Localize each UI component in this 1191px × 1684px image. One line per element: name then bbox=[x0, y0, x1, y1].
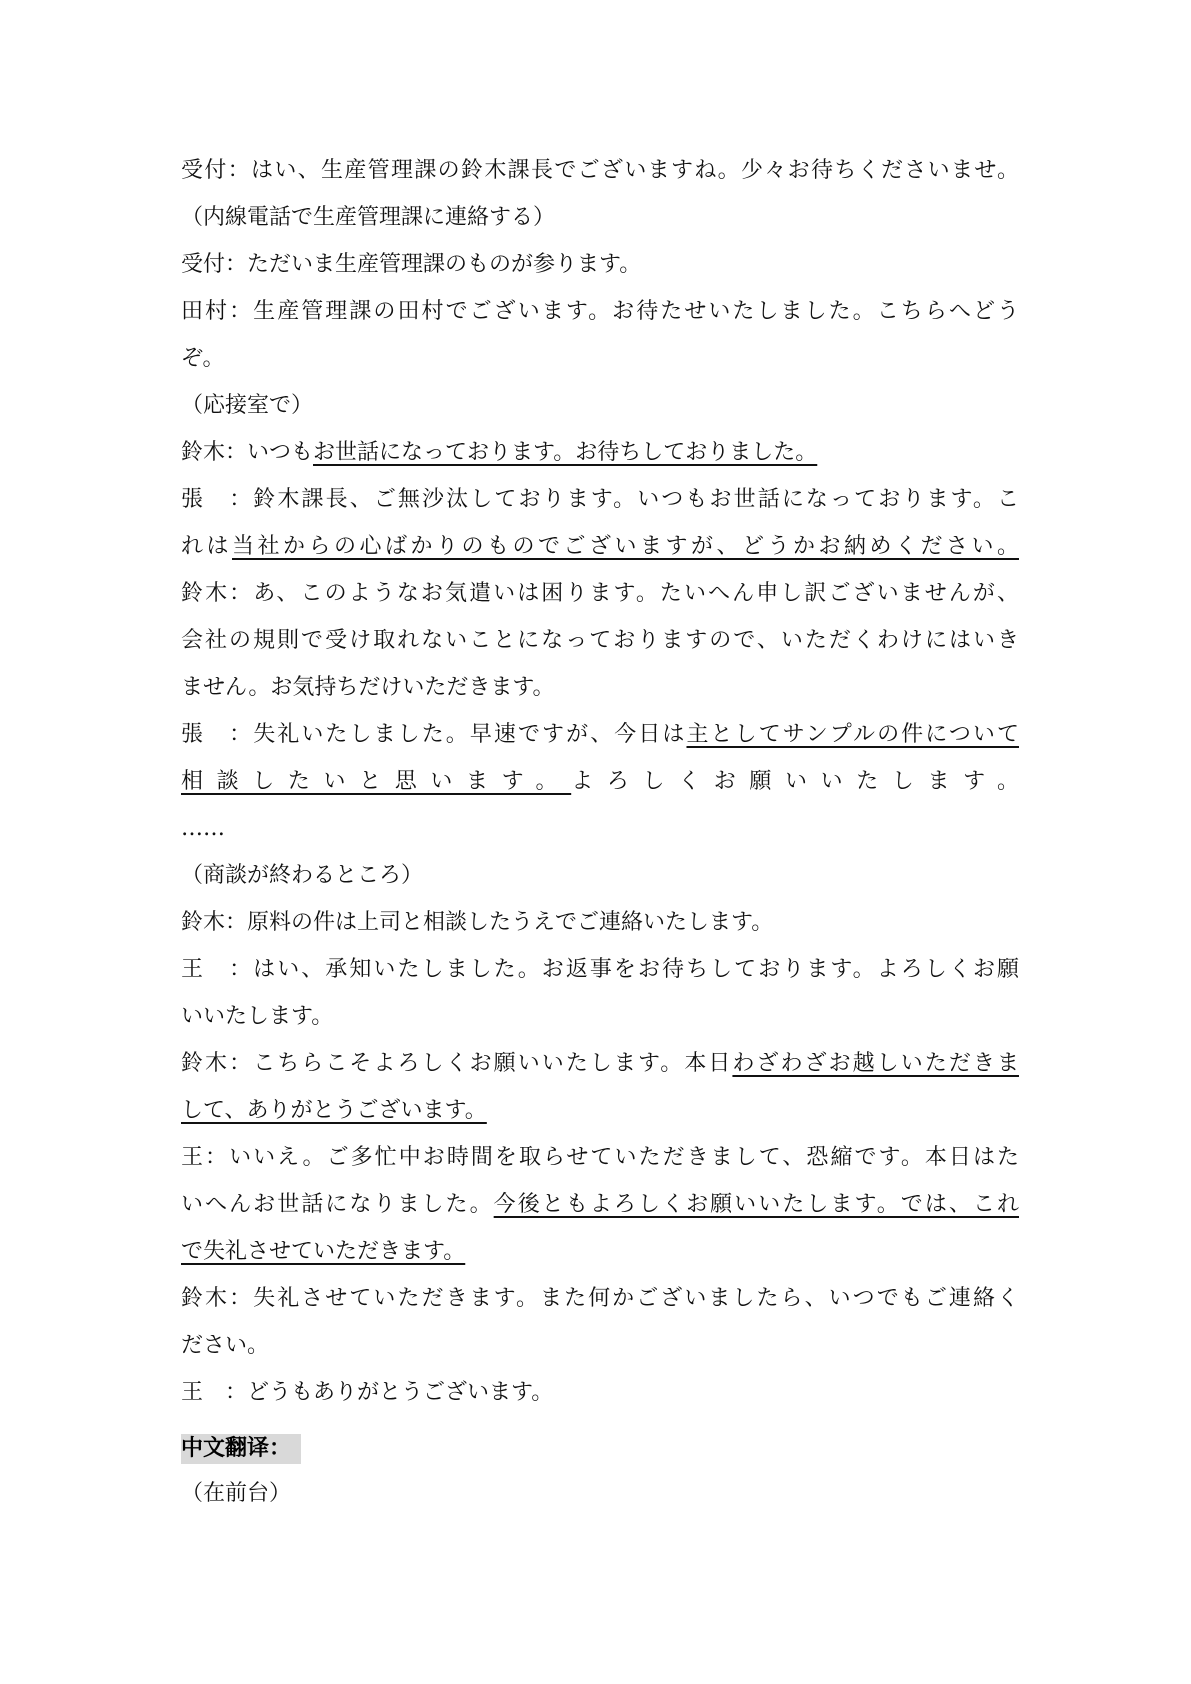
dialogue-line bbox=[181, 1228, 1019, 1275]
underlined-phrase: お世話になっております。お待ちしておりました。 bbox=[313, 440, 818, 465]
text-segment: 受付：はい、生産管理課の鈴木課長でございますね。少々お待ちくださいませ。 bbox=[181, 158, 1019, 183]
underlined-phrase: 主としてサンプルの件について bbox=[686, 722, 1019, 747]
dialogue-line bbox=[181, 335, 1019, 382]
dialogue-line bbox=[181, 429, 1019, 476]
text-segment: よろしくお願いいたします。 bbox=[571, 769, 1019, 794]
text-segment: いへんお世話になりました。 bbox=[181, 1192, 494, 1217]
text-segment: 鈴木：こちらこそよろしくお願いいたします。本日 bbox=[181, 1051, 733, 1076]
text-segment: 張 ：失礼いたしました。早速ですが、今日は bbox=[181, 722, 687, 747]
text-segment: 鈴木：失礼させていただきます。また何かございましたら、いつでもご連絡く bbox=[181, 1286, 1019, 1311]
dialogue-line bbox=[181, 711, 1019, 758]
underlined-phrase: で失礼させていただきます。 bbox=[181, 1239, 466, 1264]
text-segment: 王 ：はい、承知いたしました。お返事をお待ちしております。よろしくお願 bbox=[181, 957, 1019, 982]
section-gap bbox=[181, 1416, 1019, 1430]
dialogue-line bbox=[181, 617, 1019, 664]
text-segment: 鈴木：あ、このようなお気遣いは困ります。たいへん申し訳ございませんが、 bbox=[181, 581, 1019, 606]
dialogue-line bbox=[181, 993, 1019, 1040]
dialogue-line bbox=[181, 1275, 1019, 1322]
dialogue-line bbox=[181, 1040, 1019, 1087]
text-segment: …… bbox=[181, 816, 225, 841]
dialogue-line bbox=[181, 476, 1019, 523]
dialogue-line bbox=[181, 805, 1019, 852]
dialogue-line bbox=[181, 382, 1019, 429]
text-segment: （内線電話で生産管理課に連絡する） bbox=[181, 205, 556, 230]
dialogue-line bbox=[181, 1134, 1019, 1181]
text-segment: 田村：生産管理課の田村でございます。お待たせいたしました。こちらへどう bbox=[181, 299, 1019, 324]
dialogue-line bbox=[181, 664, 1019, 711]
text-segment: いいたします。 bbox=[181, 1004, 334, 1029]
text-segment: ぞ。 bbox=[181, 346, 225, 371]
dialogue-line bbox=[181, 852, 1019, 899]
dialogue-line bbox=[181, 1322, 1019, 1369]
text-segment: （商談が終わるところ） bbox=[181, 863, 424, 888]
text-segment: 王 ：どうもありがとうございます。 bbox=[181, 1380, 554, 1405]
dialogue-line bbox=[181, 1087, 1019, 1134]
text-segment: 王：いいえ。ご多忙中お時間を取らせていただきまして、恐縮です。本日はた bbox=[181, 1145, 1019, 1170]
underlined-phrase: 相談したいと思います。 bbox=[181, 769, 572, 794]
dialogue-line bbox=[181, 1369, 1019, 1416]
dialogue-line bbox=[181, 523, 1019, 570]
dialogue-line bbox=[181, 899, 1019, 946]
text-segment: （応接室で） bbox=[181, 393, 314, 418]
dialogue-line bbox=[181, 194, 1019, 241]
text-segment: 鈴木：原料の件は上司と相談したうえでご連絡いたします。 bbox=[181, 910, 774, 935]
dialogue-line bbox=[181, 1181, 1019, 1228]
text-segment: 鈴木：いつも bbox=[181, 440, 314, 465]
text-segment: ません。お気持ちだけいただきます。 bbox=[181, 675, 555, 700]
text-segment: 会社の規則で受け取れないことになっておりますので、いただくわけにはいき bbox=[181, 628, 1019, 653]
underlined-phrase: 今後ともよろしくお願いいたします。では、これ bbox=[493, 1192, 1019, 1217]
text-segment: 受付：ただいま生産管理課のものが参ります。 bbox=[181, 252, 642, 277]
dialogue-line bbox=[181, 288, 1019, 335]
dialogue-line bbox=[181, 758, 1019, 805]
dialogue-line bbox=[181, 570, 1019, 617]
text-segment: れは bbox=[181, 534, 232, 559]
translation-heading-row bbox=[181, 1430, 1019, 1470]
underlined-phrase: 当社からの心ばかりのものでございますが、どうかお納めください。 bbox=[232, 534, 1019, 559]
translation-heading: 中文翻译： bbox=[181, 1434, 301, 1464]
translation-line: （在前台） bbox=[181, 1481, 292, 1506]
dialogue-line bbox=[181, 147, 1019, 194]
text-segment: 張 ：鈴木課長、ご無沙汰しております。いつもお世話になっております。こ bbox=[181, 487, 1019, 512]
page-content bbox=[181, 147, 1019, 1517]
underlined-phrase: わざわざお越しいただきま bbox=[732, 1051, 1019, 1076]
dialogue-line bbox=[181, 241, 1019, 288]
dialogue-section bbox=[181, 147, 1019, 1416]
text-segment: ださい。 bbox=[181, 1333, 270, 1358]
underlined-phrase: して、ありがとうございます。 bbox=[181, 1098, 487, 1123]
dialogue-line bbox=[181, 946, 1019, 993]
